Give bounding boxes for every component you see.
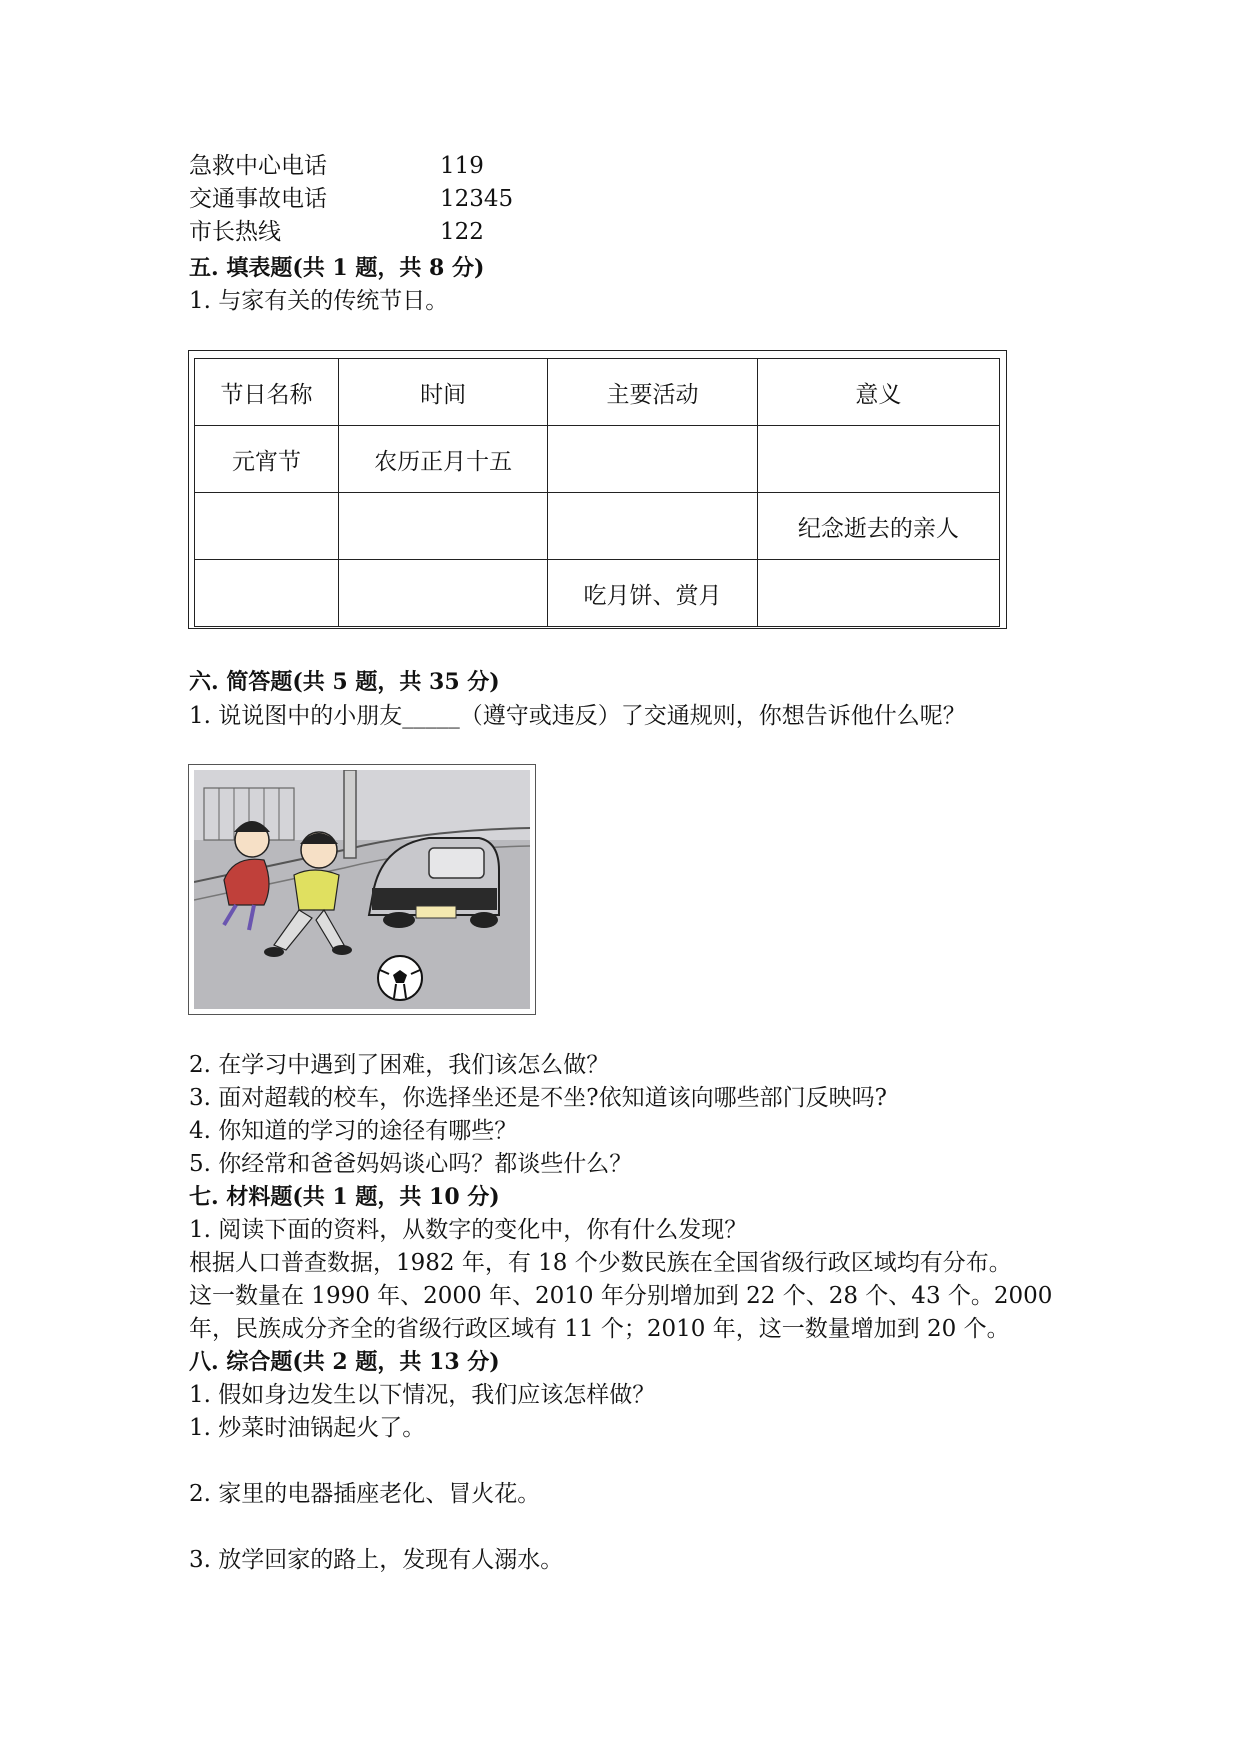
table-header-cell: 时间 [338,359,547,426]
section6-heading: 六. 简答题(共 5 题，共 35 分) [189,669,500,695]
section8-heading: 八. 综合题(共 2 题，共 13 分) [189,1349,500,1375]
children-chasing-ball-near-car-illustration-icon [194,770,530,1009]
section6-question-3: 3. 面对超载的校车，你选择坐还是不坐?依知道该向哪些部门反映吗? [189,1085,887,1111]
table-cell: 纪念逝去的亲人 [757,493,999,560]
table-header-cell: 主要活动 [548,359,757,426]
section6-question-1: 1. 说说图中的小朋友_____（遵守或违反）了交通规则，你想告诉他什么呢？ [189,703,966,729]
phone-name-3: 市长热线 [189,219,281,245]
table-cell[interactable] [757,426,999,493]
section8-subquestion-1: 1. 炒菜时油锅起火了。 [189,1415,426,1441]
table-cell[interactable] [195,560,339,627]
phone-name-2: 交通事故电话 [189,186,327,212]
table-cell[interactable] [548,426,757,493]
table-row [195,426,1000,493]
table-cell[interactable] [338,493,547,560]
section6-question-5: 5. 你经常和爸爸妈妈谈心吗？都谈些什么？ [189,1151,633,1177]
table-cell[interactable] [338,560,547,627]
traffic-illustration [188,764,536,1015]
section8-subquestion-3: 3. 放学回家的路上，发现有人溺水。 [189,1547,564,1573]
section7-question-1: 1. 阅读下面的资料，从数字的变化中，你有什么发现？ [189,1217,748,1243]
phone-number-3: 122 [440,219,484,245]
table-header-cell: 节日名称 [195,359,339,426]
table-row [195,560,1000,627]
phone-number-2: 12345 [440,186,514,212]
table-cell[interactable] [548,493,757,560]
table-cell: 元宵节 [195,426,339,493]
section5-question-1: 1. 与家有关的传统节日。 [189,288,449,314]
table-cell: 农历正月十五 [338,426,547,493]
phone-number-1: 119 [440,153,484,179]
section8-subquestion-2: 2. 家里的电器插座老化、冒火花。 [189,1481,541,1507]
section6-question-2: 2. 在学习中遇到了困难，我们该怎么做？ [189,1052,610,1078]
section5-heading: 五. 填表题(共 1 题，共 8 分) [189,255,485,281]
phone-name-1: 急救中心电话 [189,153,327,179]
festival-table [194,358,1000,627]
section8-question-1: 1. 假如身边发生以下情况，我们应该怎样做？ [189,1382,656,1408]
table-header-cell: 意义 [757,359,999,426]
section7-paragraph-line-2: 这一数量在 1990 年、2000 年、2010 年分别增加到 22 个、28 个、43 个。2000 [189,1283,1053,1309]
section7-paragraph-line-1: 根据人口普查数据，1982 年，有 18 个少数民族在全国省级行政区域均有分布。 [189,1250,1012,1276]
table-header-row [195,359,1000,426]
section6-question-4: 4. 你知道的学习的途径有哪些？ [189,1118,518,1144]
table-cell[interactable] [195,493,339,560]
table-cell[interactable] [757,560,999,627]
table-row [195,493,1000,560]
section7-paragraph-line-3: 年，民族成分齐全的省级行政区域有 11 个；2010 年，这一数量增加到 20 个。 [189,1316,1010,1342]
table-cell: 吃月饼、赏月 [548,560,757,627]
section7-heading: 七. 材料题(共 1 题，共 10 分) [189,1184,500,1210]
